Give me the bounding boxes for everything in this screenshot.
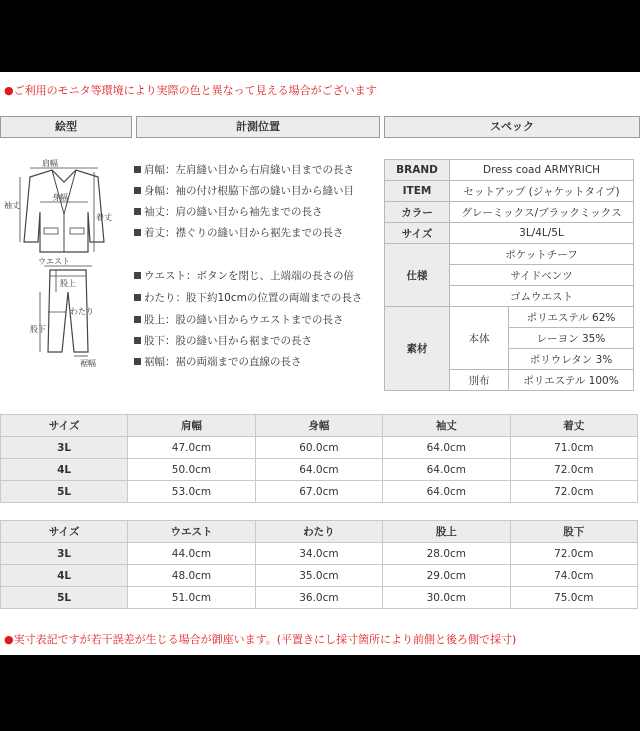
spec-row-brand	[385, 160, 634, 181]
spec-row-color	[385, 202, 634, 223]
column-header: 着丈	[510, 415, 637, 437]
table-cell: 72.0cm	[510, 543, 637, 565]
spec-value: サイドベンツ	[450, 265, 634, 286]
waist-label: ウエスト	[38, 257, 70, 266]
sleeve-label: 袖丈	[4, 201, 20, 210]
table-row	[1, 587, 638, 609]
measure-item: 着丈：襟ぐりの縫い目から裾先までの長さ	[134, 225, 344, 240]
measure-item: 袖丈：肩の縫い目から袖先までの長さ	[134, 204, 323, 219]
table-cell: 4L	[1, 459, 128, 481]
spec-value: 3L/4L/5L	[450, 223, 634, 244]
table-cell: 72.0cm	[510, 459, 637, 481]
body-width-label: 身幅	[52, 193, 68, 202]
table-cell: 4L	[1, 565, 128, 587]
bullet-square-icon	[134, 166, 141, 173]
table-cell: 75.0cm	[510, 587, 637, 609]
bullet-square-icon	[134, 294, 141, 301]
column-header: ウエスト	[128, 521, 255, 543]
spec-value: レーヨン 35%	[509, 328, 634, 349]
table-cell: 48.0cm	[128, 565, 255, 587]
spec-value: ポリウレタン 3%	[509, 349, 634, 370]
column-header: 肩幅	[128, 415, 255, 437]
spec-row-item	[385, 181, 634, 202]
spec-value: ゴムウエスト	[450, 286, 634, 307]
bullet-square-icon	[134, 272, 141, 279]
jacket-size-table	[0, 414, 638, 503]
spec-value: Dress coad ARMYRICH	[450, 160, 634, 181]
spec-value: グレーミックス/ブラックミックス	[450, 202, 634, 223]
table-cell: 5L	[1, 587, 128, 609]
bullet-square-icon	[134, 229, 141, 236]
table-cell: 35.0cm	[255, 565, 382, 587]
spec-sublabel: 本体	[450, 307, 509, 370]
table-cell: 34.0cm	[255, 543, 382, 565]
table-header-row	[1, 415, 638, 437]
column-header: 袖丈	[383, 415, 510, 437]
table-header-row	[1, 521, 638, 543]
spec-label: BRAND	[385, 160, 450, 181]
spec-label: カラー	[385, 202, 450, 223]
spec-sublabel: 別布	[450, 370, 509, 391]
spec-header: スペック	[384, 116, 640, 138]
spec-value: ポリエステル 62%	[509, 307, 634, 328]
bullet-square-icon	[134, 187, 141, 194]
table-cell: 64.0cm	[255, 459, 382, 481]
table-row	[1, 459, 638, 481]
column-header: わたり	[255, 521, 382, 543]
table-cell: 67.0cm	[255, 481, 382, 503]
table-row	[1, 565, 638, 587]
spec-label: 素材	[385, 307, 450, 391]
column-header: 股下	[510, 521, 637, 543]
table-cell: 64.0cm	[383, 437, 510, 459]
table-cell: 30.0cm	[383, 587, 510, 609]
measure-item: わたり：股下約10cmの位置の両端までの長さ	[134, 290, 362, 305]
column-header: サイズ	[1, 415, 128, 437]
table-cell: 74.0cm	[510, 565, 637, 587]
spec-row-material	[385, 307, 634, 328]
spec-value: セットアップ (ジャケットタイプ)	[450, 181, 634, 202]
size-chart-sheet	[0, 72, 640, 655]
measure-item: 股上：股の縫い目からウエストまでの長さ	[134, 312, 344, 327]
measure-item: 股下：股の縫い目から裾までの長さ	[134, 333, 312, 348]
inseam-label: 股下	[30, 325, 46, 334]
spec-row-size	[385, 223, 634, 244]
measurement-tolerance-note: ●実寸表記ですが若干誤差が生じる場合が御座います。(平置きにし採寸箇所により前側と後ろ側で採寸)	[4, 633, 517, 646]
column-header: 身幅	[255, 415, 382, 437]
table-cell: 53.0cm	[128, 481, 255, 503]
table-cell: 36.0cm	[255, 587, 382, 609]
spec-label: サイズ	[385, 223, 450, 244]
bullet-square-icon	[134, 337, 141, 344]
length-label: 着丈	[96, 213, 112, 222]
measure-item: 肩幅：左肩縫い目から右肩縫い目までの長さ	[134, 162, 354, 177]
table-cell: 51.0cm	[128, 587, 255, 609]
table-row	[1, 543, 638, 565]
measure-header: 計測位置	[136, 116, 380, 138]
hem-label: 裾幅	[80, 359, 96, 368]
spec-row-features	[385, 244, 634, 265]
pants-size-table	[0, 520, 638, 609]
table-cell: 72.0cm	[510, 481, 637, 503]
spec-table	[384, 159, 634, 391]
table-cell: 64.0cm	[383, 459, 510, 481]
table-row	[1, 437, 638, 459]
garment-diagram	[0, 142, 132, 372]
table-cell: 71.0cm	[510, 437, 637, 459]
column-header: 股上	[383, 521, 510, 543]
table-cell: 3L	[1, 543, 128, 565]
color-disclaimer-note: ●ご利用のモニタ等環境により実際の色と異なって見える場合がございます	[4, 84, 377, 97]
spec-label: ITEM	[385, 181, 450, 202]
bullet-square-icon	[134, 208, 141, 215]
spec-value: ポケットチーフ	[450, 244, 634, 265]
table-cell: 47.0cm	[128, 437, 255, 459]
bullet-square-icon	[134, 358, 141, 365]
measure-item: 裾幅：裾の両端までの直線の長さ	[134, 354, 302, 369]
spec-label: 仕様	[385, 244, 450, 307]
table-cell: 28.0cm	[383, 543, 510, 565]
column-header: サイズ	[1, 521, 128, 543]
table-cell: 60.0cm	[255, 437, 382, 459]
rise-label: 股上	[60, 279, 76, 288]
shoulder-label: 肩幅	[42, 159, 58, 168]
table-cell: 64.0cm	[383, 481, 510, 503]
measure-item: ウエスト：ボタンを閉じ、上端端の長さの倍	[134, 268, 354, 283]
measure-item: 身幅：袖の付け根脇下部の縫い目から縫い目	[134, 183, 354, 198]
bullet-square-icon	[134, 316, 141, 323]
spec-value: ポリエステル 100%	[509, 370, 634, 391]
thigh-label: わたり	[70, 307, 94, 316]
table-cell: 50.0cm	[128, 459, 255, 481]
table-cell: 44.0cm	[128, 543, 255, 565]
table-row	[1, 481, 638, 503]
table-cell: 3L	[1, 437, 128, 459]
table-cell: 5L	[1, 481, 128, 503]
table-cell: 29.0cm	[383, 565, 510, 587]
illustration-header: 絵型	[0, 116, 132, 138]
